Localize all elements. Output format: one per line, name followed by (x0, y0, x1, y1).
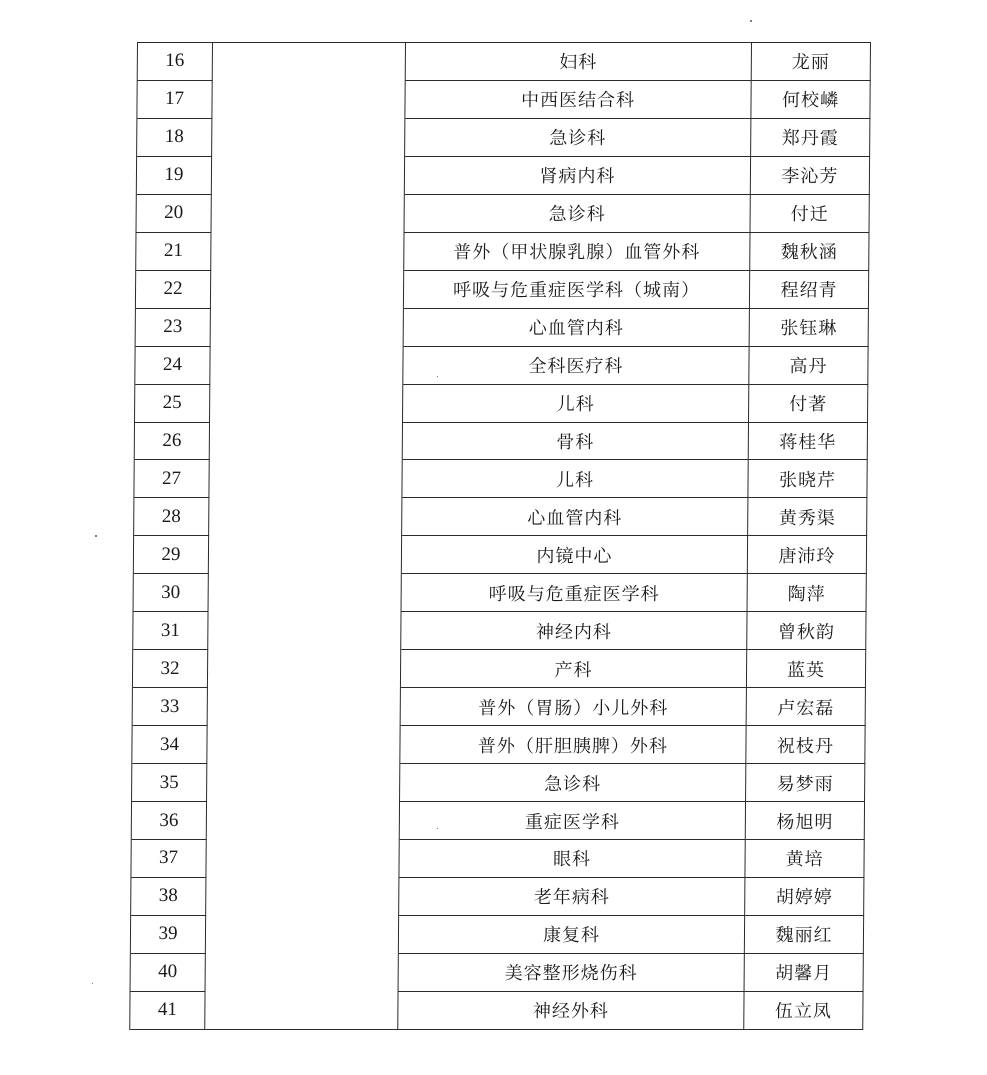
table-row (137, 81, 870, 119)
department-cell: 心血管内科 (402, 498, 748, 536)
person-name-cell: 郑丹霞 (751, 119, 870, 157)
row-number: 27 (134, 460, 209, 498)
empty-cell (211, 233, 404, 271)
person-name-cell: 高丹 (749, 347, 868, 385)
row-number: 36 (132, 802, 207, 840)
table-row (134, 498, 867, 536)
person-name-cell: 魏秋涵 (750, 233, 869, 271)
row-number: 38 (131, 878, 206, 916)
row-number: 28 (134, 498, 209, 536)
person-name-cell: 唐沛玲 (748, 536, 867, 574)
row-number: 33 (133, 688, 208, 726)
row-number: 20 (137, 195, 212, 233)
row-number: 37 (131, 840, 206, 878)
empty-cell (211, 271, 404, 309)
row-number: 39 (131, 916, 206, 954)
table-row (133, 612, 866, 650)
empty-cell (210, 423, 403, 461)
empty-cell (212, 195, 405, 233)
table-row (138, 43, 871, 81)
person-name-cell: 杨旭明 (746, 802, 865, 840)
department-cell: 儿科 (403, 385, 749, 423)
table-row (137, 157, 870, 195)
row-number: 19 (137, 157, 212, 195)
table-row (132, 726, 865, 764)
person-name-cell: 胡婷婷 (745, 878, 864, 916)
department-cell: 普外（肝胆胰脾）外科 (400, 726, 746, 764)
person-name-cell: 付著 (749, 385, 868, 423)
table-row (132, 764, 865, 802)
row-number: 25 (135, 385, 210, 423)
person-name-cell: 易梦雨 (746, 764, 865, 802)
table-row (136, 271, 869, 309)
table-row (131, 840, 864, 878)
department-cell: 神经内科 (401, 612, 747, 650)
table-row (137, 119, 870, 157)
department-cell: 产科 (401, 650, 747, 688)
person-name-cell: 程绍青 (750, 271, 869, 309)
empty-cell (209, 498, 402, 536)
empty-cell (205, 992, 398, 1030)
row-number: 23 (136, 309, 211, 347)
empty-cell (210, 385, 403, 423)
empty-cell (206, 878, 399, 916)
row-number: 40 (131, 954, 206, 992)
empty-cell (206, 916, 399, 954)
department-cell: 内镜中心 (402, 536, 748, 574)
empty-cell (207, 764, 400, 802)
person-name-cell: 陶萍 (748, 574, 867, 612)
person-name-cell: 卢宏磊 (747, 688, 866, 726)
row-number: 41 (130, 992, 205, 1030)
table-row (135, 385, 868, 423)
department-cell: 呼吸与危重症医学科 (402, 574, 748, 612)
department-cell: 普外（甲状腺乳腺）血管外科 (404, 233, 750, 271)
table-row (136, 309, 869, 347)
person-name-cell: 张钰琳 (750, 309, 869, 347)
department-cell: 神经外科 (398, 992, 744, 1030)
person-name-cell: 黄培 (745, 840, 864, 878)
row-number: 18 (137, 119, 212, 157)
scan-speck (437, 828, 438, 829)
roster-table (129, 42, 871, 1030)
department-cell: 急诊科 (405, 195, 751, 233)
person-name-cell: 龙丽 (752, 43, 871, 81)
row-number: 29 (134, 536, 209, 574)
empty-cell (212, 81, 405, 119)
scan-speck (437, 376, 438, 377)
empty-cell (207, 802, 400, 840)
empty-cell (207, 726, 400, 764)
table-row (133, 650, 866, 688)
empty-cell (209, 460, 402, 498)
table-row (137, 195, 870, 233)
table-row (130, 992, 863, 1030)
empty-cell (209, 574, 402, 612)
person-name-cell: 伍立凤 (744, 992, 863, 1030)
empty-cell (208, 612, 401, 650)
person-name-cell: 祝枝丹 (746, 726, 865, 764)
person-name-cell: 黄秀渠 (748, 498, 867, 536)
row-number: 30 (134, 574, 209, 612)
person-name-cell: 张晓芹 (748, 460, 867, 498)
table-row (131, 916, 864, 954)
row-number: 22 (136, 271, 211, 309)
empty-cell (208, 650, 401, 688)
empty-cell (206, 840, 399, 878)
department-cell: 呼吸与危重症医学科（城南） (404, 271, 750, 309)
table-row (131, 878, 864, 916)
department-cell: 康复科 (399, 916, 745, 954)
person-name-cell: 蒋桂华 (749, 423, 868, 461)
row-number: 34 (132, 726, 207, 764)
scan-speck (750, 20, 752, 22)
department-cell: 重症医学科 (400, 802, 746, 840)
department-cell: 普外（胃肠）小儿外科 (401, 688, 747, 726)
row-number: 26 (135, 423, 210, 461)
row-number: 35 (132, 764, 207, 802)
table-row (134, 536, 867, 574)
person-name-cell: 李沁芳 (751, 157, 870, 195)
empty-cell (209, 536, 402, 574)
empty-cell (212, 119, 405, 157)
scan-speck (92, 983, 93, 984)
empty-cell (208, 688, 401, 726)
table-row (136, 233, 869, 271)
table-row (133, 688, 866, 726)
empty-cell (212, 157, 405, 195)
table-row (134, 574, 867, 612)
table-row (132, 802, 865, 840)
department-cell: 全科医疗科 (403, 347, 749, 385)
department-cell: 肾病内科 (405, 157, 751, 195)
person-name-cell: 蓝英 (747, 650, 866, 688)
person-name-cell: 付迁 (751, 195, 870, 233)
department-cell: 美容整形烧伤科 (399, 954, 745, 992)
table-row (135, 423, 868, 461)
person-name-cell: 魏丽红 (745, 916, 864, 954)
person-name-cell: 曾秋韵 (747, 612, 866, 650)
department-cell: 骨科 (403, 423, 749, 461)
department-cell: 急诊科 (405, 119, 751, 157)
row-number: 17 (137, 81, 212, 119)
department-cell: 眼科 (399, 840, 745, 878)
empty-cell (210, 347, 403, 385)
row-number: 21 (136, 233, 211, 271)
row-number: 24 (135, 347, 210, 385)
person-name-cell: 何校嶙 (751, 81, 870, 119)
department-cell: 儿科 (402, 460, 748, 498)
table-row (134, 460, 867, 498)
department-cell: 妇科 (406, 43, 752, 81)
row-number: 31 (133, 612, 208, 650)
table-row (135, 347, 868, 385)
row-number: 16 (138, 43, 213, 81)
department-cell: 心血管内科 (404, 309, 750, 347)
empty-cell (211, 309, 404, 347)
scan-speck (95, 535, 97, 537)
department-cell: 中西医结合科 (405, 81, 751, 119)
row-number: 32 (133, 650, 208, 688)
empty-cell (213, 43, 406, 81)
department-cell: 老年病科 (399, 878, 745, 916)
table-row (131, 954, 864, 992)
department-cell: 急诊科 (400, 764, 746, 802)
person-name-cell: 胡馨月 (745, 954, 864, 992)
empty-cell (206, 954, 399, 992)
